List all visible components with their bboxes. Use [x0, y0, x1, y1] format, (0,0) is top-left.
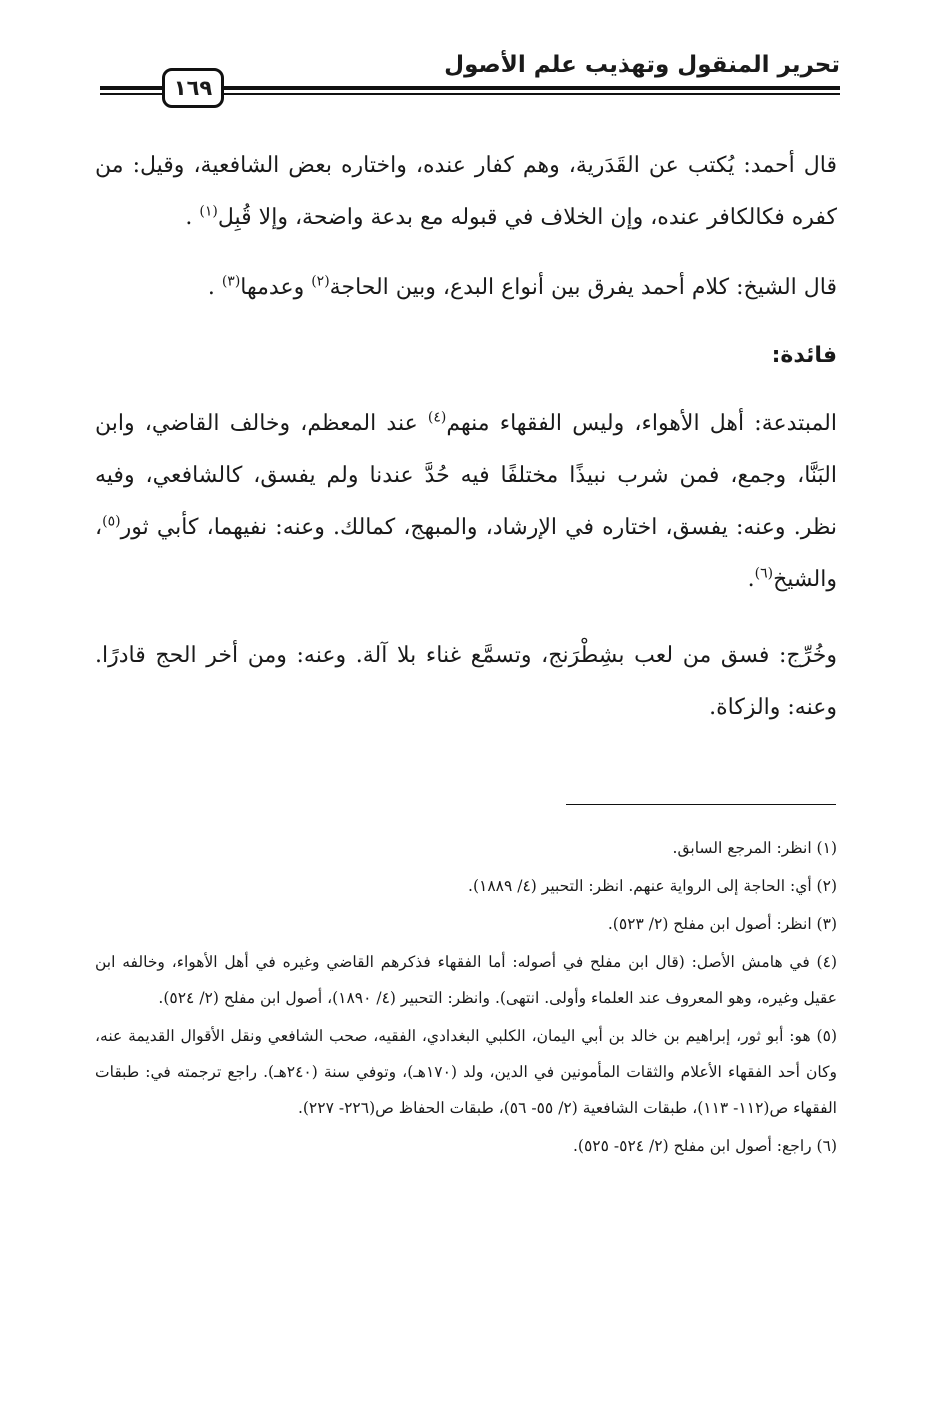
footnote-2: (٢) أي: الحاجة إلى الرواية عنهم. انظر: التحبير (٤/ ١٨٨٩). [468, 877, 837, 895]
footnote-1: (١) انظر: المرجع السابق. [672, 839, 837, 857]
paragraph-2-text-a: قال الشيخ: كلام أحمد يفرق بين أنواع البدع، وبين الحاجة [329, 275, 837, 300]
paragraph-1-end: . [185, 205, 200, 230]
paragraph-2-text-b: وعدمها [240, 275, 312, 300]
footnote-4: (٤) في هامش الأصل: (قال ابن مفلح في أصوله: أما الفقهاء فذكرهم القاضي وغيره في أهل الأهواء، وخالفه ابن عقيل وغيره، وهو المعروف عند العلماء وأولى. انتهى). وانظر: التحبير (٤/ ١٨٩٠)، أصول ابن مفلح (٢/ ٥٢٤). [95, 953, 837, 1007]
paragraph-3-text-a: المبتدعة: أهل الأهواء، وليس الفقهاء منهم [446, 411, 837, 436]
footnote-separator [566, 804, 836, 805]
paragraph-3-end: . [747, 567, 755, 592]
footnote-ref-1: (١) [199, 203, 218, 220]
paragraph-3 [95, 398, 837, 606]
paragraph-3-text-c: ، والشيخ [95, 515, 837, 592]
footnote-5: (٥) هو: أبو ثور، إبراهيم بن خالد بن أبي اليمان، الكلبي البغدادي، الفقيه، صحب الشافعي ونقل الأقوال القديمة عنه، وكان أحد الفقهاء الأعلام والثقات المأمونين في الدين، ولد (١٧٠هـ)، وتوفي سنة (٢٤٠هـ). راجع ترجمته في: طبقات الفقهاء ص(١١٢- ١١٣)، طبقات الشافعية (٢/ ٥٥- ٥٦)، طبقات الحفاظ ص(٢٢٦- ٢٢٧). [95, 1027, 837, 1117]
paragraph-4-text: وخُرِّج: فسق من لعب بشِطْرَنج، وتسمَّع غناء بلا آلة. وعنه: ومن أخر الحج قادرًا. وعنه: والزكاة. [95, 643, 837, 720]
footnote-6: (٦) راجع: أصول ابن مفلح (٢/ ٥٢٤- ٥٢٥). [572, 1137, 837, 1155]
paragraph-4 [95, 630, 837, 734]
paragraph-2-end: . [207, 275, 222, 300]
footnote-ref-5: (٥) [102, 513, 121, 530]
paragraph-1-text: قال أحمد: يُكتب عن القَدَرية، وهم كفار عنده، واختاره بعض الشافعية، وقيل: من كفره فكالكافر عنده، وإن الخلاف في قبوله مع بدعة واضحة، وإلا قُبِل [95, 153, 837, 230]
footnote-ref-2: (٢) [311, 273, 330, 290]
section-heading: فائدة: [771, 343, 837, 368]
footnote-3: (٣) انظر: أصول ابن مفلح (٢/ ٥٢٣). [607, 915, 837, 933]
running-title: تحرير المنقول وتهذيب علم الأصول [444, 52, 840, 78]
footnote-ref-6: (٦) [754, 565, 774, 582]
footnotes [95, 830, 837, 1164]
page-number: ١٦٩ [162, 68, 224, 108]
paragraph-1 [95, 140, 837, 244]
footnote-ref-4: (٤) [427, 409, 447, 426]
paragraph-3-text-b: عند المعظم، وخالف القاضي، وابن البَنَّا، وجمع، فمن شرب نبيذًا مختلفًا فيه حُدَّ عندنا ولم يفسق، كالشافعي، وفيه نظر. وعنه: يفسق، اختاره في الإرشاد، والمبهج، كمالك. وعنه: نفيهما، كأبي ثور [95, 411, 837, 540]
footnote-ref-3: (٣) [221, 273, 241, 290]
paragraph-2 [95, 262, 837, 314]
